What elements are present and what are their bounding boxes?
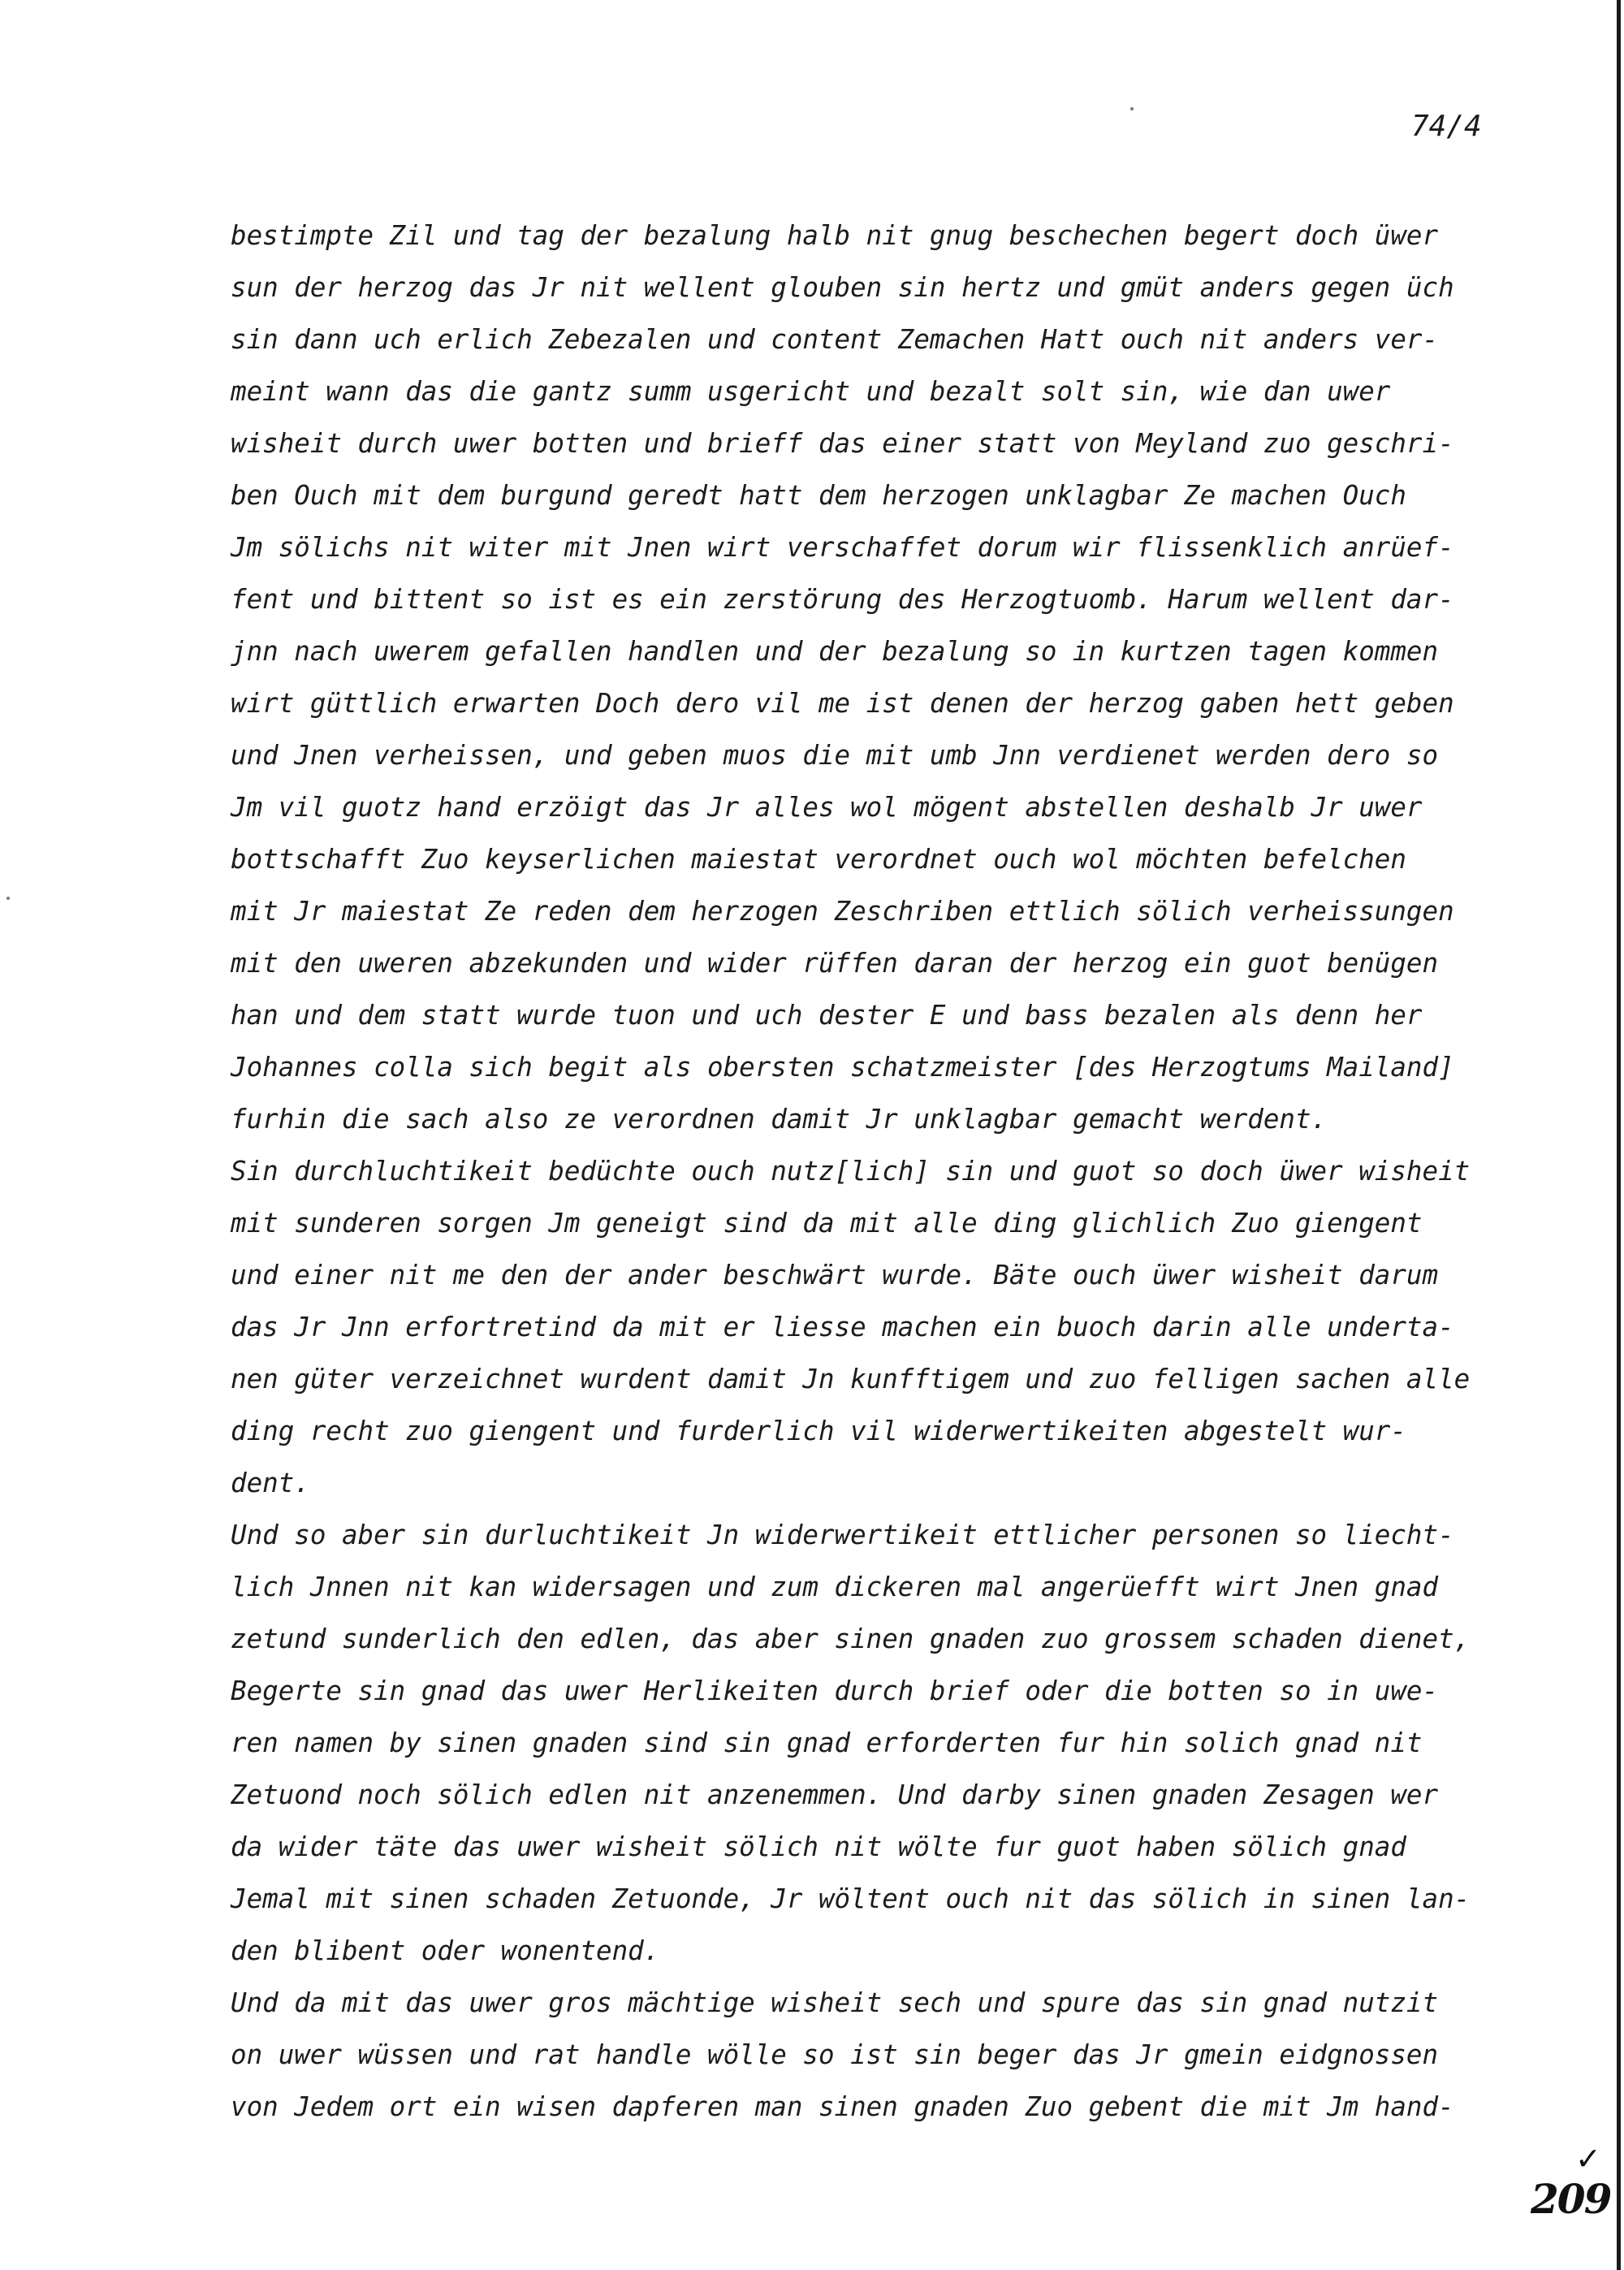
text-line: sin dann uch erlich Zebezalen und content Zemachen Hatt ouch nit anders ver- (231, 324, 1439, 355)
text-line: den blibent oder wonentend. (231, 1935, 660, 1966)
text-line: Jm sölichs nit witer mit Jnen wirt verschaffet dorum wir flissenklich anrüef- (231, 532, 1454, 563)
text-line: on uwer wüssen und rat handle wölle so ist sin beger das Jr gmein eidgnossen (231, 2039, 1439, 2070)
text-line: Johannes colla sich begit als obersten schatzmeister [des Herzogtums Mailand] (231, 1052, 1454, 1083)
text-line: Zetuond noch sölich edlen nit anzenemmen. Und darby sinen gnaden Zesagen wer (231, 1779, 1439, 1810)
text-line: sun der herzog das Jr nit wellent glouben sin hertz und gmüt anders gegen üch (231, 272, 1454, 303)
text-line: Begerte sin gnad das uwer Herlikeiten durch brief oder die botten so in uwe- (231, 1675, 1439, 1706)
text-line: jnn nach uwerem gefallen handlen und der bezalung so in kurtzen tagen kommen (231, 636, 1439, 667)
text-line: da wider täte das uwer wisheit sölich nit wölte fur guot haben sölich gnad (231, 1831, 1406, 1862)
text-line: bottschafft Zuo keyserlichen maiestat verordnet ouch wol möchten befelchen (231, 844, 1406, 875)
text-line: Jm vil guotz hand erzöigt das Jr alles wol mögent abstellen deshalb Jr uwer (231, 792, 1423, 823)
text-line: Und so aber sin durluchtikeit Jn widerwertikeit ettlicher personen so liecht- (231, 1520, 1454, 1550)
text-line: mit den uweren abzekunden und wider rüffen daran der herzog ein guot benügen (231, 948, 1439, 979)
text-line: meint wann das die gantz summ usgericht und bezalt solt sin, wie dan uwer (231, 376, 1391, 407)
text-line: und Jnen verheissen, und geben muos die mit umb Jnn verdienet werden dero so (231, 740, 1439, 771)
text-line: wirt güttlich erwarten Doch dero vil me ist denen der herzog gaben hett geben (231, 688, 1454, 719)
text-line: mit Jr maiestat Ze reden dem herzogen Zeschriben ettlich sölich verheissungen (231, 896, 1454, 927)
text-line: und einer nit me den der ander beschwärt wurde. Bäte ouch üwer wisheit darum (231, 1260, 1439, 1291)
text-line: zetund sunderlich den edlen, das aber sinen gnaden zuo grossem schaden dienet, (231, 1624, 1471, 1654)
scan-speck (6, 897, 10, 900)
transcription-body (231, 210, 1514, 2133)
text-line: das Jr Jnn erfortretind da mit er liesse machen ein buoch darin alle undertа- (231, 1312, 1454, 1343)
text-line: Jemal mit sinen schaden Zetuonde, Jr wöltent ouch nit das sölich in sinen lan- (231, 1883, 1471, 1914)
page-number: 74/4 (1411, 110, 1482, 143)
text-line: mit sunderen sorgen Jm geneigt sind da mit alle ding glichlich Zuo giengent (231, 1208, 1423, 1239)
text-line: ding recht zuo giengent und furderlich vil widerwertikeiten abgestelt wur- (231, 1416, 1406, 1446)
text-line: lich Jnnen nit kan widersagen und zum dickeren mal angerüefft wirt Jnen gnad (231, 1572, 1439, 1602)
text-line: Und da mit das uwer gros mächtige wisheit sech und spure das sin gnad nutzit (231, 1987, 1439, 2018)
text-line: dent. (231, 1468, 310, 1498)
archive-check-mark: ✓ (1575, 2141, 1601, 2177)
text-line: nen güter verzeichnet wurdent damit Jn kunfftigem und zuo felligen sachen alle (231, 1364, 1471, 1394)
text-line: bestimpte Zil und tag der bezalung halb nit gnug beschechen begert doch üwer (231, 220, 1439, 251)
text-line: von Jedem ort ein wisen dapferen man sinen gnaden Zuo gebent die mit Jm hand- (231, 2091, 1454, 2122)
text-line: ben Ouch mit dem burgund geredt hatt dem herzogen unklagbar Ze machen Ouch (231, 480, 1406, 511)
text-line: fent und bittent so ist es ein zerstörung des Herzogtuomb. Harum wellent dar- (231, 584, 1454, 615)
text-line: han und dem statt wurde tuon und uch dester E und bass bezalen als denn her (231, 1000, 1423, 1031)
scan-speck (1130, 107, 1134, 110)
text-line: wisheit durch uwer botten und brieff das einer statt von Meyland zuo geschri- (231, 428, 1454, 459)
text-line: Sin durchluchtikeit bedüchte ouch nutz[lich] sin und guot so doch üwer wisheit (231, 1156, 1471, 1187)
scan-edge-line (1617, 0, 1621, 2270)
archive-folio-number: 209 (1531, 2175, 1611, 2223)
text-line: furhin die sach also ze verordnen damit Jr unklagbar gemacht werdent. (231, 1104, 1328, 1135)
text-line: ren namen by sinen gnaden sind sin gnad erforderten fur hin solich gnad nit (231, 1727, 1423, 1758)
